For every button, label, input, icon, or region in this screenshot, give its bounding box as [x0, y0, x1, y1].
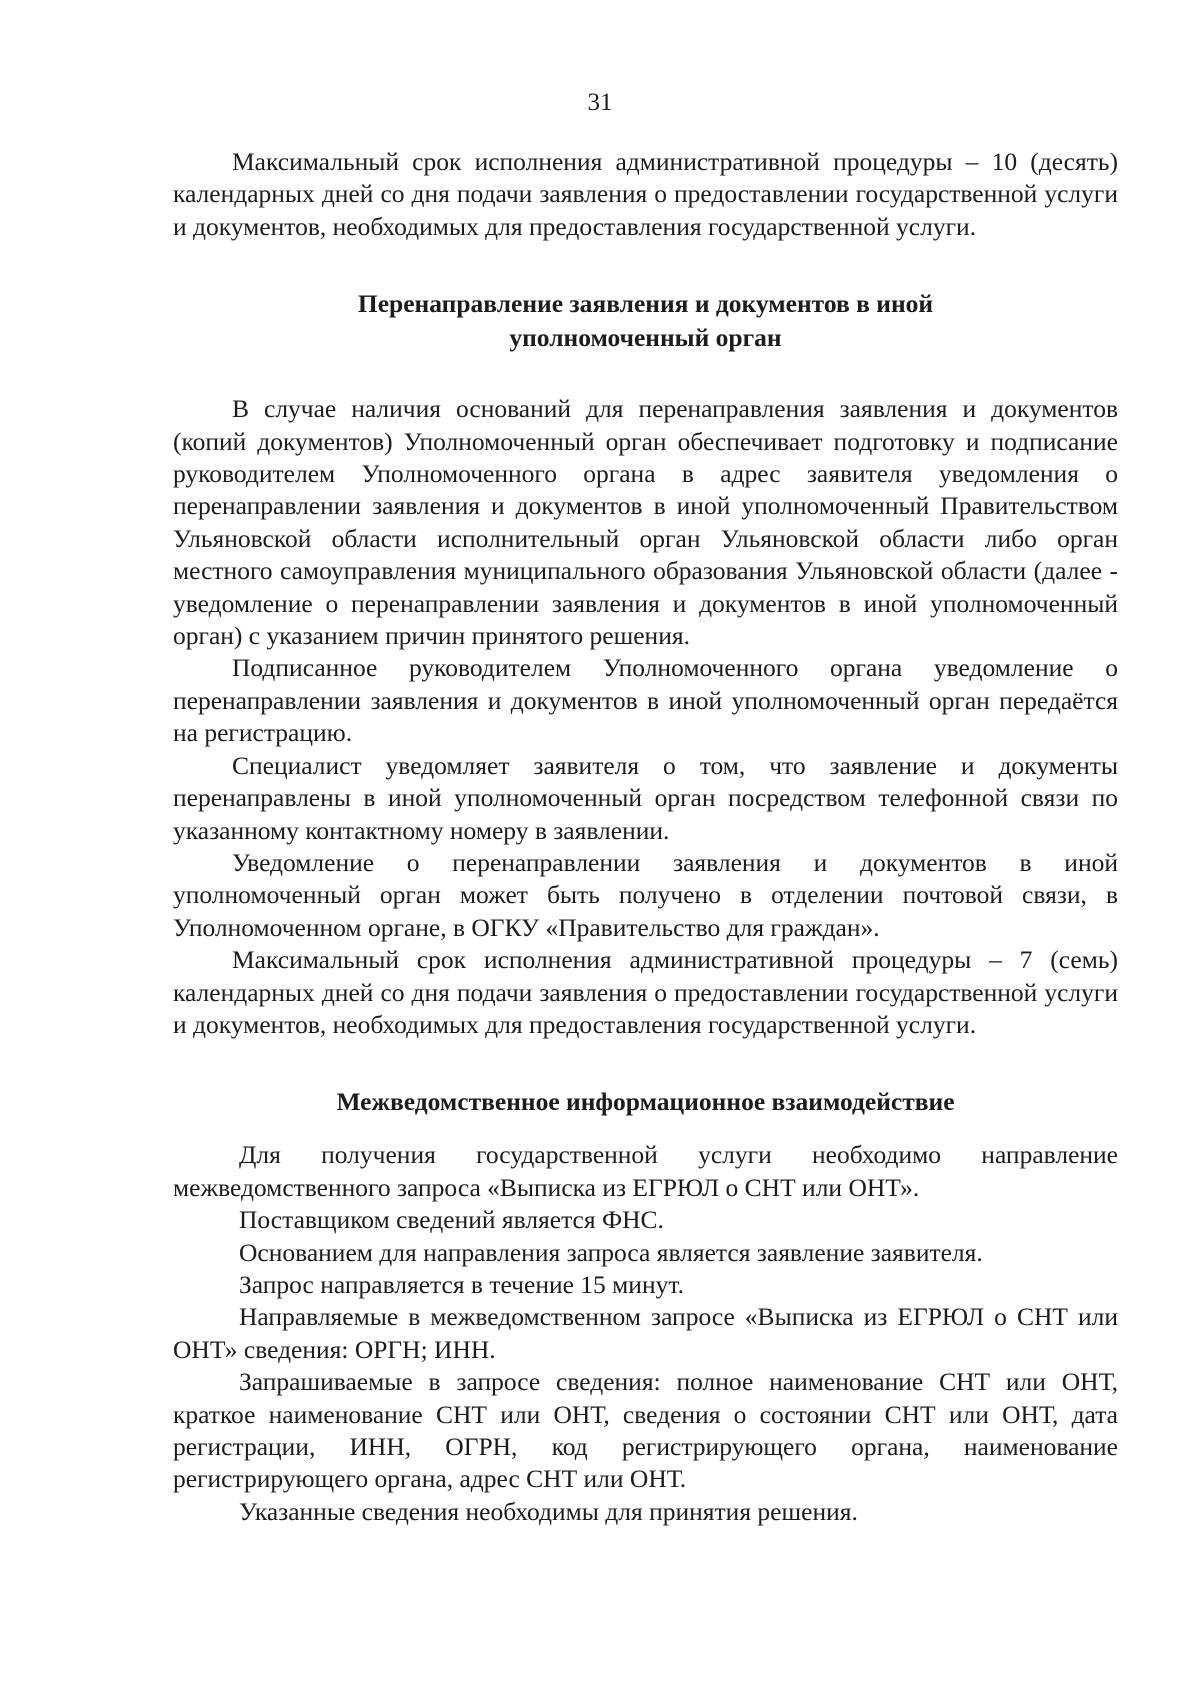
paragraph: Уведомление о перенаправлении заявления и документов в иной уполномоченный орган может быть получено в отделении почтовой связи, в Уполномоченном органе, в ОГКУ «Правительство для граждан».	[173, 847, 1118, 942]
paragraph: Для получения государственной услуги необходимо направление межведомственного запроса «Выписка из ЕГРЮЛ о СНТ или ОНТ».	[173, 1140, 1118, 1202]
section-heading-line: уполномоченный орган	[509, 323, 782, 353]
paragraph: Основанием для направления запроса является заявление заявителя.	[239, 1237, 983, 1267]
section-heading-interagency: Межведомственное информационное взаимодействие	[336, 1087, 955, 1117]
paragraph: Направляемые в межведомственном запросе «Выписка из ЕГРЮЛ о СНТ или ОНТ» сведения: ОРГН; ИНН.	[173, 1302, 1118, 1364]
paragraph-max-term-10-days: Максимальный срок исполнения административной процедуры – 10 (десять) календарных дней со дня подачи заявления о предоставлении государственной услуги и документов, необходимых для предоставления государственной услуги.	[173, 147, 1118, 241]
section-heading-line: Перенаправление заявления и документов в иной	[357, 289, 934, 319]
section-heading-redirection	[173, 287, 1118, 355]
paragraph: Максимальный срок исполнения административной процедуры – 7 (семь) календарных дней со дня подачи заявления о предоставлении государственной услуги и документов, необходимых для предоставления государственной услуги.	[173, 945, 1118, 1039]
paragraph: Запрашиваемые в запросе сведения: полное наименование СНТ или ОНТ, краткое наименование СНТ или ОНТ, сведения о состоянии СНТ или ОНТ, дата регистрации, ИНН, ОГРН, код регистрирующего органа, наименование регистрирующего органа, адрес СНТ или ОНТ.	[173, 1367, 1118, 1494]
page-number: 31	[587, 89, 613, 116]
paragraph: В случае наличия оснований для перенаправления заявления и документов (копий документов) Уполномоченный орган обеспечивает подготовку и подписание руководителем Уполномоченного органа в адрес заявителя уведомления о перенаправлении заявления и документов в иной уполномоченный Правительством Ульяновской области исполнительный орган Ульяновской области либо орган местного самоуправления муниципального образования Ульяновской области (далее - уведомление о перенаправлении заявления и документов в иной уполномоченный орган) с указанием причин принятого решения.	[173, 394, 1118, 651]
paragraph: Поставщиком сведений является ФНС.	[239, 1205, 664, 1235]
paragraph: Запрос направляется в течение 15 минут.	[239, 1269, 684, 1299]
paragraph: Специалист уведомляет заявителя о том, что заявление и документы перенаправлены в иной уполномоченный орган посредством телефонной связи по указанному контактному номеру в заявлении.	[173, 750, 1118, 845]
paragraph: Указанные сведения необходимы для принятия решения.	[239, 1496, 858, 1526]
document-body	[173, 146, 1118, 1528]
paragraph: Подписанное руководителем Уполномоченного органа уведомление о перенаправлении заявления и документов в иной уполномоченный орган передаётся на регистрацию.	[173, 653, 1118, 748]
